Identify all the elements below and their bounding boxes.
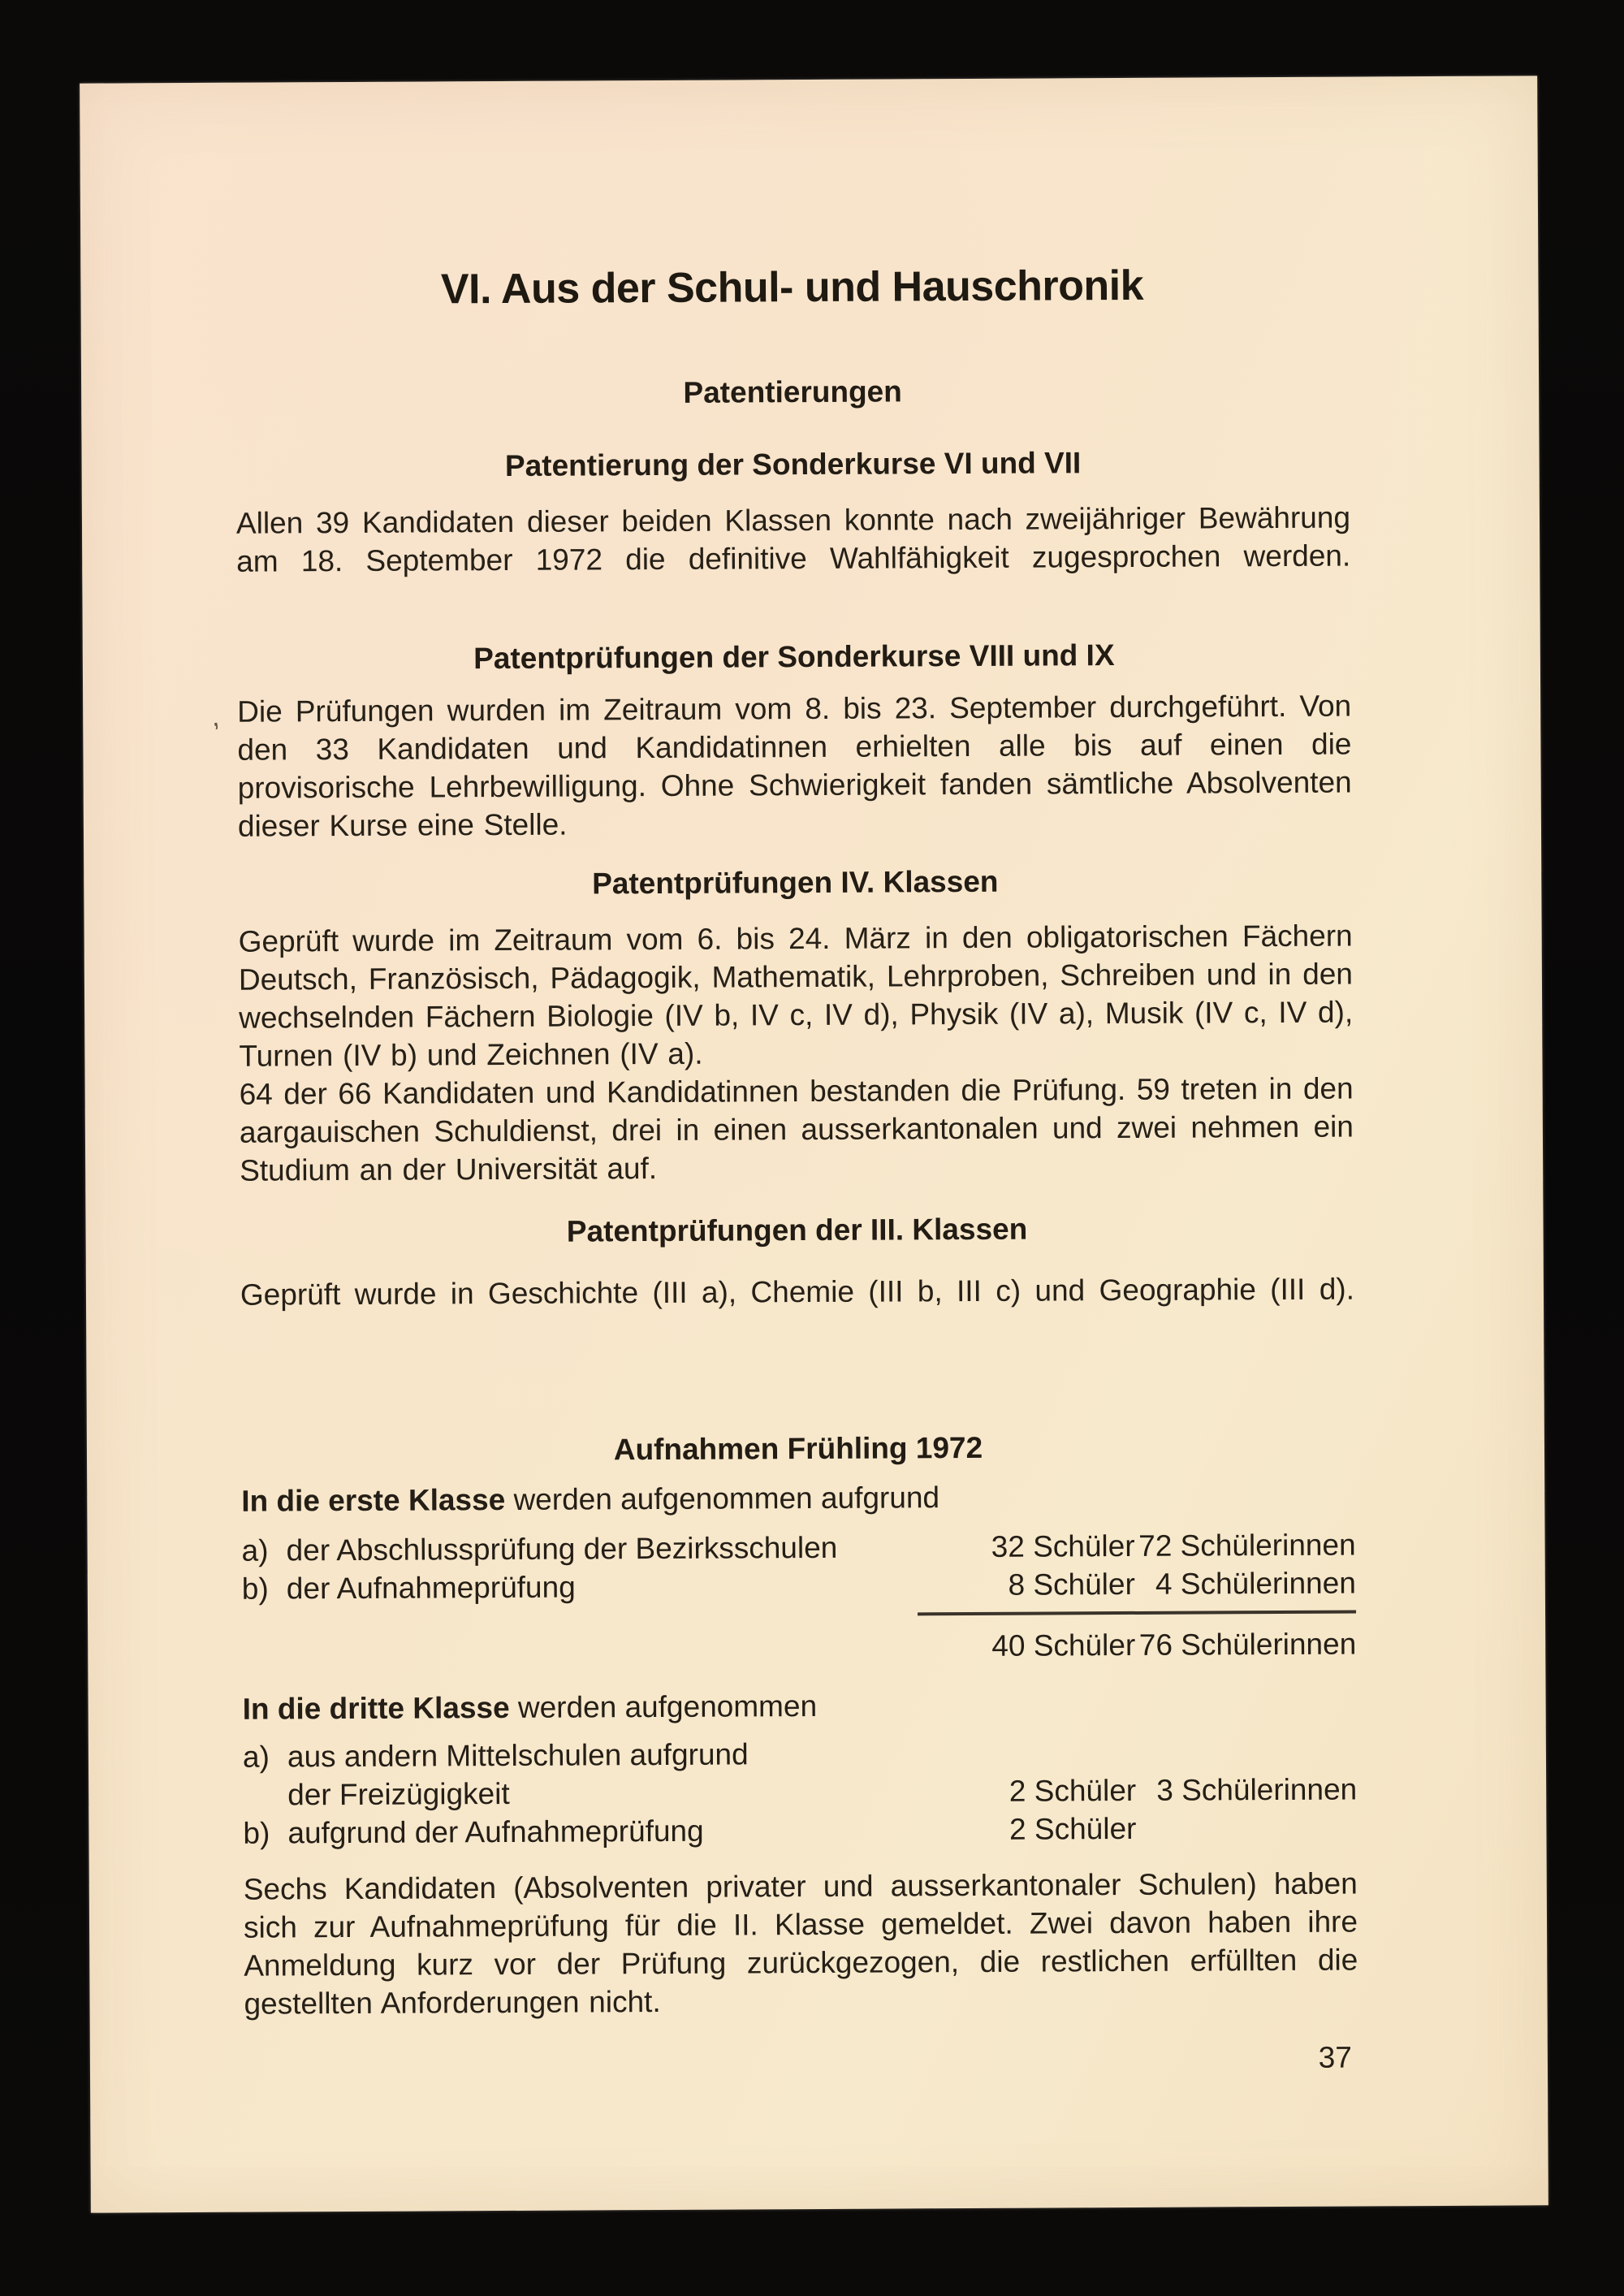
table-row bbox=[243, 1809, 1357, 1853]
subsection-heading-sonderkurse-viii-ix: Patentprüfungen der Sonderkurse VIII und IX bbox=[473, 638, 1115, 676]
lead-dritte-klasse bbox=[243, 1684, 1357, 1728]
row-label-line: aus andern Mittelschulen aufgrund bbox=[287, 1737, 749, 1774]
schueler-count: 2 Schüler bbox=[1009, 1773, 1137, 1808]
schuelerinnen-count bbox=[1136, 1809, 1357, 1848]
subsection-heading-sonderkurse-vi-vii: Patentierung der Sonderkurse VI und VII bbox=[504, 446, 1082, 482]
admission-table-erste-klasse bbox=[241, 1526, 1356, 1669]
lead-dritte-klasse-rest: werden aufgenommen bbox=[509, 1688, 818, 1724]
schuelerinnen-count: 3 Schülerinnen bbox=[1156, 1772, 1358, 1807]
row-marker: b) bbox=[241, 1572, 269, 1606]
schuelerinnen-count: 72 Schülerinnen bbox=[1138, 1528, 1356, 1563]
admission-table-dritte-klasse bbox=[243, 1732, 1358, 1853]
paragraph-block-pruefungen-iv bbox=[239, 917, 1354, 1190]
schuelerinnen-count: 4 Schülerinnen bbox=[1155, 1566, 1356, 1601]
book-page bbox=[80, 76, 1548, 2212]
subsection-heading-pruefungen-iii: Patentprüfungen der III. Klassen bbox=[566, 1212, 1028, 1248]
lead-dritte-klasse-bold: In die dritte Klasse bbox=[242, 1690, 510, 1726]
subsection-heading-aufnahmen: Aufnahmen Frühling 1972 bbox=[613, 1430, 983, 1467]
row-label bbox=[287, 1734, 982, 1814]
paragraph-aufnahme-ii-klasse: Sechs Kandidaten (Absolventen privater und ausserkantonaler Schulen) haben sich zur Aufnahmeprüfung für die II. Klasse gemeldet. Zwei davon haben ihre Anmeldung kurz vor der Prüfung zurückgezogen, die restlichen erfüllten die gestellten Anforderungen nicht. bbox=[243, 1866, 1358, 2021]
chapter-title: VI. Aus der Schul- und Hauschronik bbox=[440, 262, 1144, 313]
row-marker: a) bbox=[241, 1533, 269, 1567]
table-row bbox=[243, 1732, 1357, 1814]
schueler-count: 2 Schüler bbox=[1009, 1811, 1137, 1846]
row-label: aufgrund der Aufnahmeprüfung bbox=[287, 1814, 704, 1850]
paragraph-pruefungen-iv-resultat: 64 der 66 Kandidaten und Kandidatinnen bestanden die Prüfung. 59 treten in den aargauischen Schuldienst, drei in einen ausserkantonalen und zwei nehmen ein Studium an der Universität auf. bbox=[239, 1071, 1354, 1187]
paragraph-sonderkurse-vi-vii: Allen 39 Kandidaten dieser beiden Klassen konnte nach zweijähriger Bewährung am 18. September 1972 die definitive Wahlfähigkeit zugesprochen werden. bbox=[235, 500, 1351, 578]
totals-divider-rule bbox=[918, 1611, 1356, 1616]
paragraph-pruefungen-iii: Geprüft wurde in Geschichte (III a), Chemie (III b, III c) und Geographie (III d). bbox=[240, 1272, 1355, 1312]
schueler-count: 8 Schüler bbox=[1008, 1567, 1135, 1602]
lead-erste-klasse-rest: werden aufgenommen aufgrund bbox=[505, 1481, 940, 1516]
lead-erste-klasse bbox=[241, 1477, 1355, 1520]
paragraph-sonderkurse-viii-ix: Die Prüfungen wurden im Zeitraum vom 8. bis 23. September durchgeführt. Von den 33 Kandidaten und Kandidatinnen erhielten alle bis auf einen die provisorische Lehrbewilligung. Ohne Schwierigkeit fanden sämtliche Absolventen dieser Kurse eine Stelle. bbox=[237, 689, 1352, 843]
table-totals-row bbox=[242, 1625, 1356, 1669]
row-label: der Aufnahmeprüfung bbox=[286, 1570, 576, 1606]
paragraph-pruefungen-iv-faecher: Geprüft wurde im Zeitraum vom 6. bis 24. März in den obligatorischen Fächern Deutsch, Französisch, Pädagogik, Mathematik, Lehrproben, Schreiben und in den wechselnden Fächern Biologie (IV b, IV c, IV d), Physik (IV a), Musik (IV c, IV d), Turnen (IV b) und Zeichnen (IV a). bbox=[238, 919, 1354, 1073]
page-content bbox=[80, 260, 1548, 2082]
schuelerinnen-total: 76 Schülerinnen bbox=[1138, 1627, 1357, 1662]
page-number: 37 bbox=[1318, 2040, 1353, 2074]
row-marker: a) bbox=[242, 1740, 270, 1774]
table-row bbox=[242, 1564, 1356, 1608]
row-label-line: der Freizügigkeit bbox=[287, 1776, 510, 1812]
row-label bbox=[287, 1627, 981, 1668]
schueler-count: 32 Schüler bbox=[991, 1529, 1135, 1563]
row-marker bbox=[242, 1630, 287, 1668]
subsection-heading-pruefungen-iv: Patentprüfungen IV. Klassen bbox=[592, 864, 999, 901]
table-row bbox=[241, 1526, 1355, 1570]
row-marker: b) bbox=[243, 1816, 270, 1850]
row-label: der Abschlussprüfung der Bezirksschulen bbox=[286, 1530, 838, 1567]
section-heading-patentierungen: Patentierungen bbox=[683, 374, 902, 409]
scan-stray-mark: , bbox=[207, 701, 222, 733]
lead-erste-klasse-bold: In die erste Klasse bbox=[241, 1482, 506, 1518]
schueler-total: 40 Schüler bbox=[991, 1628, 1136, 1663]
